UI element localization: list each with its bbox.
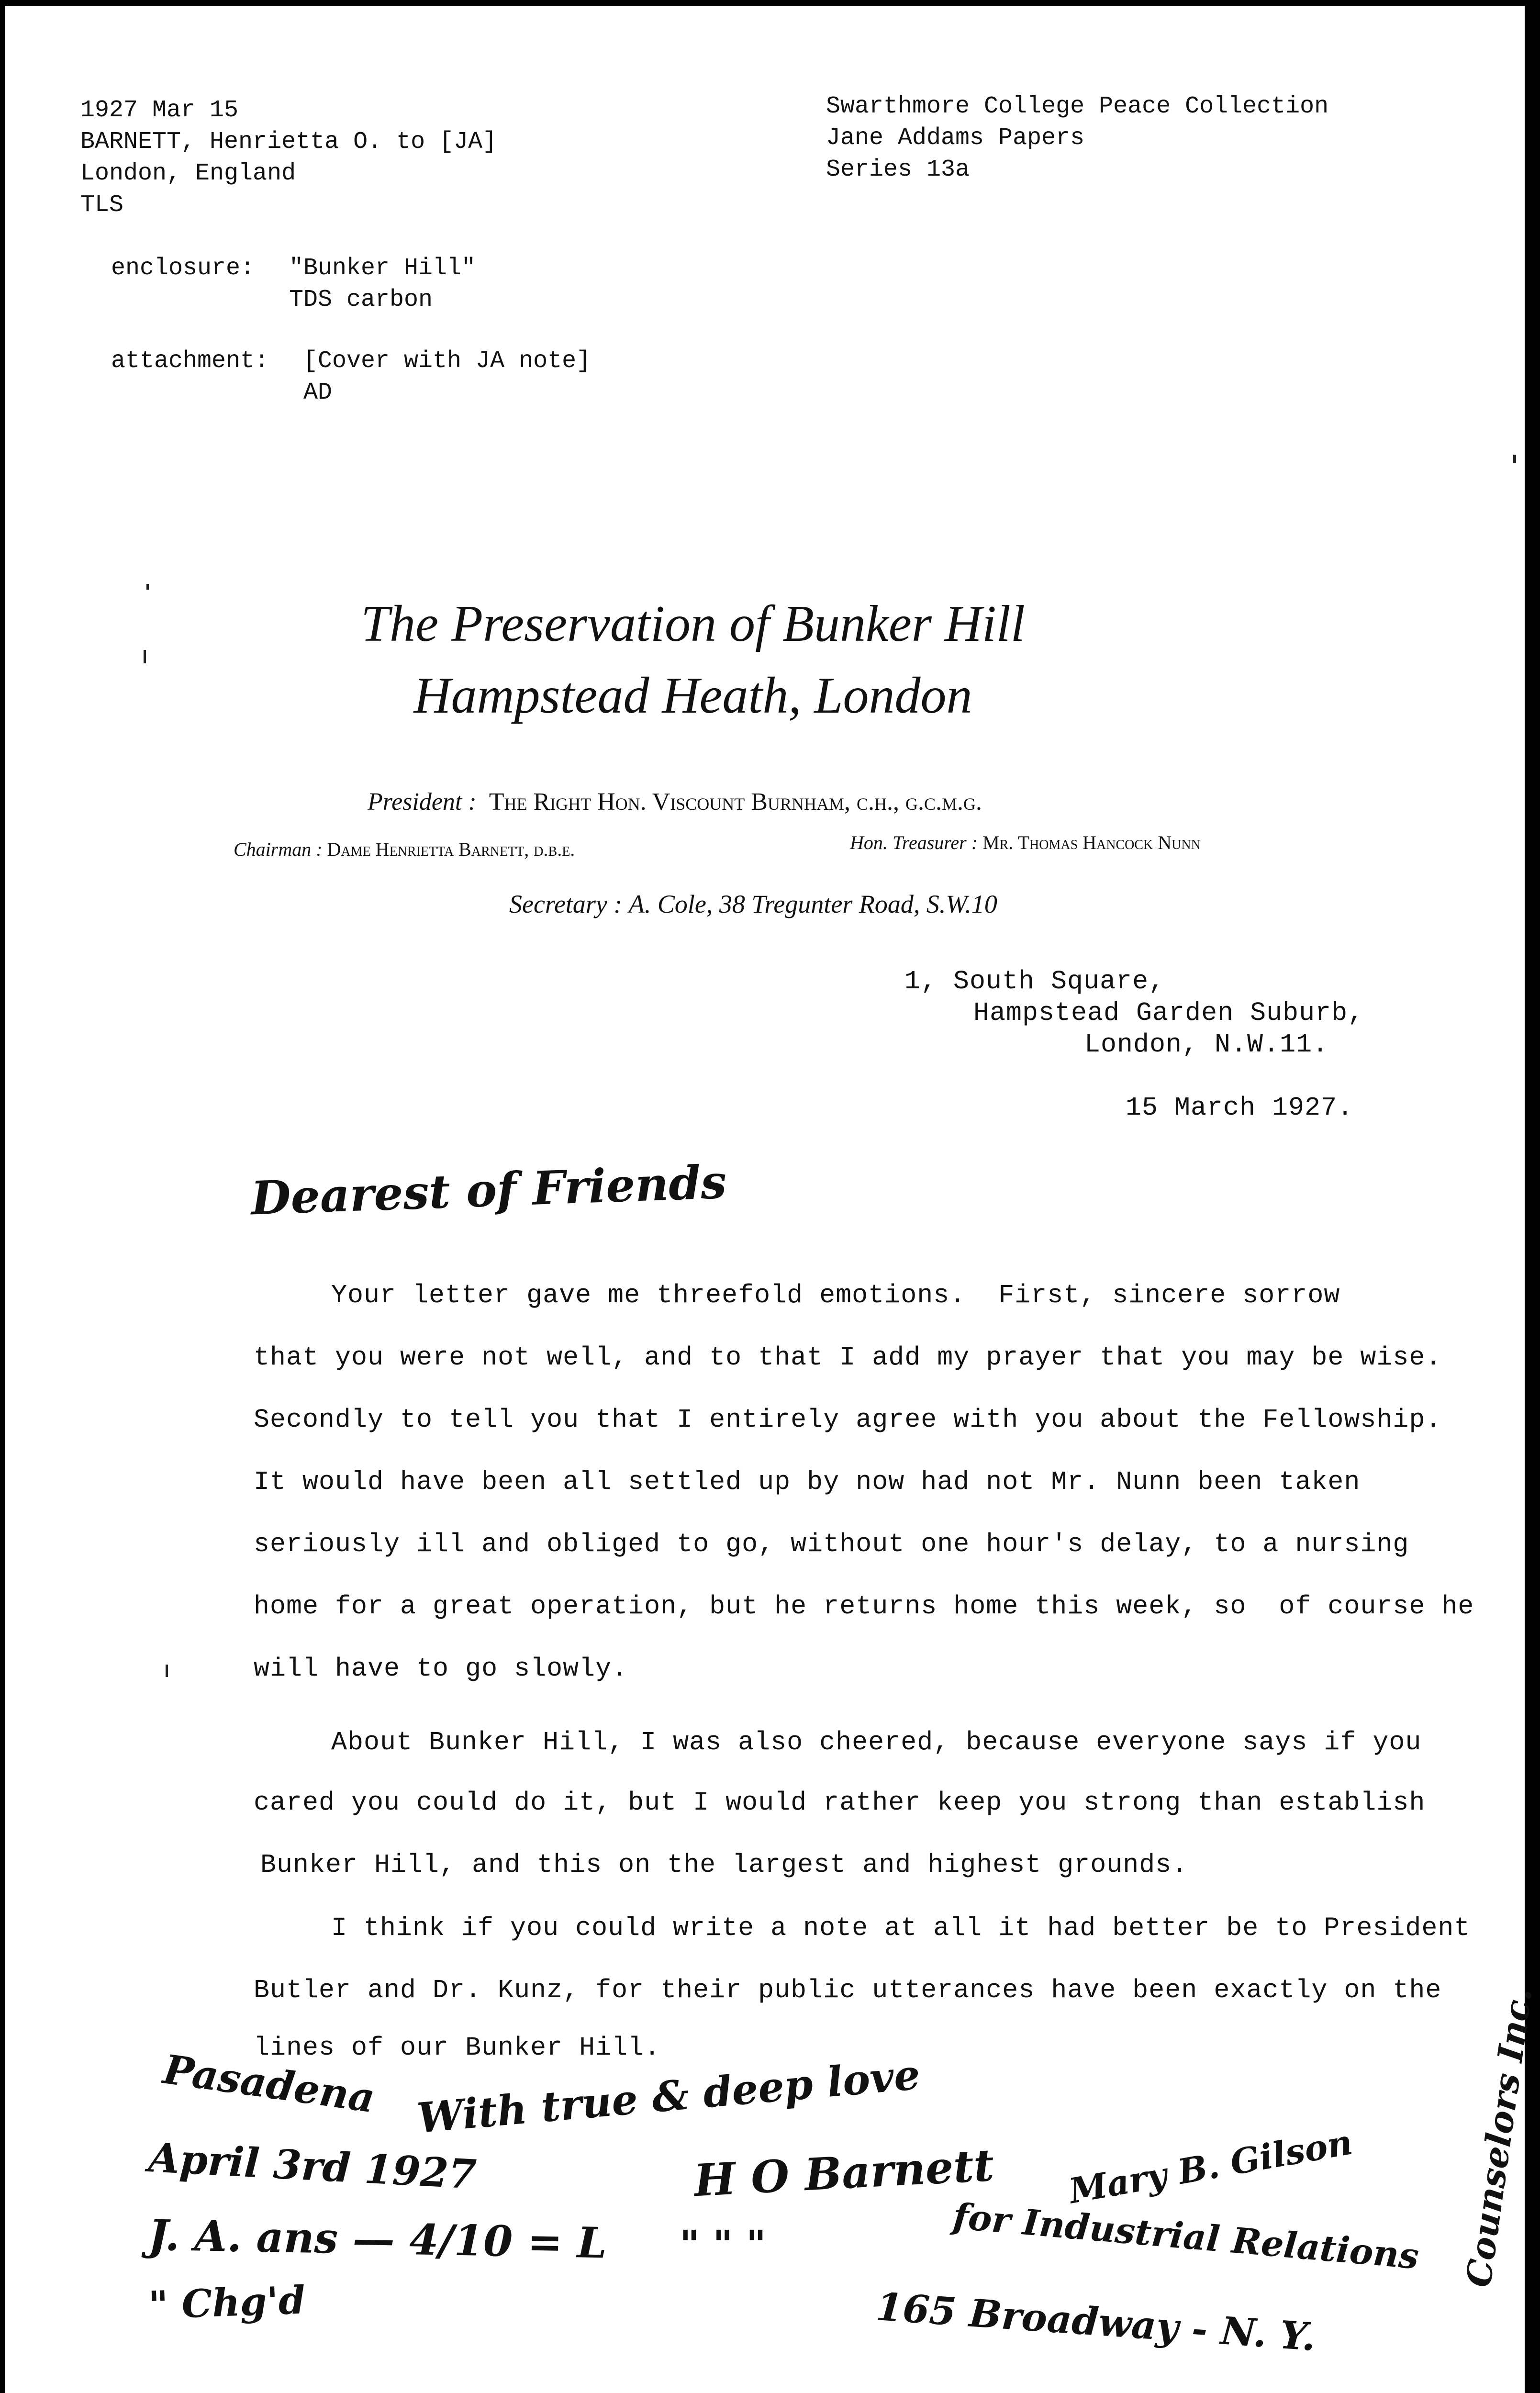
- handwritten-place: Pasadena: [160, 2045, 378, 2122]
- stray-mark: [1513, 455, 1516, 463]
- address-line3: London, N.W.11.: [1084, 1029, 1329, 1060]
- attachment-label: attachment:: [111, 347, 269, 375]
- archive-collection: Swarthmore College Peace Collection: [826, 93, 1329, 120]
- enclosure-type: TDS carbon: [289, 286, 433, 313]
- body-line: lines of our Bunker Hill.: [254, 2033, 661, 2063]
- body-line: Butler and Dr. Kunz, for their public utterances have been exactly on the: [254, 1975, 1442, 2005]
- body-line: that you were not well, and to that I add my prayer that you may be wise.: [254, 1342, 1442, 1373]
- secretary-name: A. Cole, 38 Tregunter Road, S.W.10: [628, 890, 997, 918]
- catalog-place: London, England: [80, 160, 296, 187]
- handwritten-answer-note: J. A. ans — 4/10 = L: [148, 2210, 608, 2268]
- handwritten-charged-note: " Chg'd: [147, 2277, 306, 2328]
- body-line: Your letter gave me threefold emotions. First, sincere sorrow: [331, 1280, 1340, 1310]
- treasurer-label: Hon. Treasurer :: [850, 832, 978, 853]
- body-line: seriously ill and obliged to go, without one hour's delay, to a nursing: [254, 1529, 1409, 1559]
- attachment-title: [Cover with JA note]: [303, 347, 591, 375]
- catalog-from-to: BARNETT, Henrietta O. to [JA]: [80, 128, 497, 156]
- handwritten-margin-note: Counselors Inc.: [1458, 1985, 1540, 2290]
- president-label: President :: [368, 788, 477, 816]
- chairman-name: Dame Henrietta Barnett, d.b.e.: [327, 839, 575, 860]
- catalog-date: 1927 Mar 15: [80, 97, 239, 124]
- catalog-doc-type: TLS: [80, 191, 124, 219]
- archive-papers: Jane Addams Papers: [826, 124, 1085, 152]
- treasurer-name: Mr. Thomas Hancock Nunn: [982, 832, 1201, 853]
- secretary-label: Secretary :: [509, 890, 623, 918]
- president-name: The Right Hon. Viscount Burnham, c.h., g.c.m.g.: [489, 788, 982, 816]
- secretary-line: [483, 857, 997, 951]
- body-line: cared you could do it, but I would rather keep you strong than establish: [254, 1788, 1426, 1818]
- stray-mark: [146, 584, 149, 590]
- handwritten-signature: H O Barnett: [692, 2139, 995, 2207]
- handwritten-closing: With true & deep love: [415, 2050, 922, 2143]
- address-line2: Hampstead Garden Suburb,: [973, 998, 1364, 1028]
- body-line: It would have been all settled up by now had not Mr. Nunn been taken: [254, 1467, 1361, 1497]
- enclosure-label: enclosure:: [111, 255, 255, 282]
- body-line: Bunker Hill, and this on the largest and highest grounds.: [260, 1850, 1188, 1880]
- attachment-type: AD: [303, 379, 333, 406]
- document-page: [5, 6, 1540, 2393]
- letterhead-title-line1: The Preservation of Bunker Hill: [361, 595, 1025, 652]
- body-line: About Bunker Hill, I was also cheered, because everyone says if you: [331, 1727, 1422, 1757]
- letterhead-title-line2: Hampstead Heath, London: [413, 667, 972, 724]
- chairman-label: Chairman :: [234, 839, 323, 860]
- handwritten-ditto: " " ": [680, 2222, 766, 2267]
- handwritten-contact-org: for Industrial Relations: [951, 2195, 1421, 2278]
- body-line: will have to go slowly.: [254, 1654, 628, 1684]
- stray-mark: [166, 1665, 168, 1677]
- salutation: Dearest of Friends: [250, 1154, 727, 1226]
- handwritten-contact-name: Mary B. Gilson: [1066, 2121, 1356, 2212]
- enclosure-title: "Bunker Hill": [289, 255, 476, 282]
- body-line: home for a great operation, but he returns home this week, so of course he: [254, 1591, 1474, 1621]
- handwritten-contact-address: 165 Broadway - N. Y.: [874, 2284, 1317, 2359]
- body-line: Secondly to tell you that I entirely agree with you about the Fellowship.: [254, 1405, 1442, 1435]
- handwritten-date: April 3rd 1927: [147, 2134, 478, 2198]
- letter-date: 15 March 1927.: [1126, 1093, 1354, 1123]
- address-line1: 1, South Square,: [904, 966, 1165, 996]
- body-line: I think if you could write a note at all it had better be to President: [331, 1913, 1471, 1943]
- archive-series: Series 13a: [826, 156, 970, 183]
